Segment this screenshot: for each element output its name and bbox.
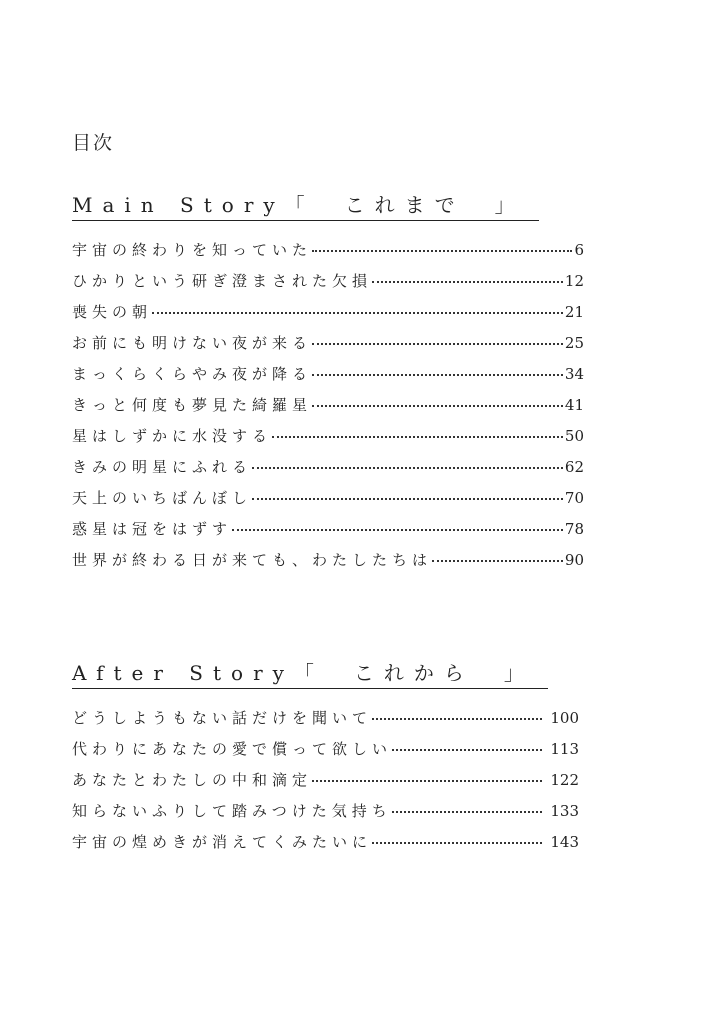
dot-leader [232,529,563,531]
entry-title: まっくらくらやみ夜が降る [72,365,313,383]
entry-title: 喪失の朝 [72,303,153,321]
dot-leader [312,343,563,345]
dot-leader [432,560,563,562]
toc-entry[interactable] [72,270,584,301]
dot-leader [252,498,563,500]
dot-leader [392,749,542,751]
toc-entry[interactable] [72,738,579,769]
entry-page-number: 133 [550,802,579,820]
entry-page-number: 90 [564,551,584,569]
toc-entry[interactable] [72,518,584,549]
entry-page-number: 78 [564,520,584,538]
dot-leader [372,281,563,283]
dot-leader [312,780,542,782]
dot-leader [272,436,563,438]
entry-page-number: 25 [564,334,584,352]
entry-title: きみの明星にふれる [72,458,253,476]
entry-page-number: 6 [574,241,584,259]
toc-entry[interactable] [72,394,584,425]
dot-leader [312,250,572,252]
entry-page-number: 70 [564,489,584,507]
dot-leader [392,811,543,813]
entry-title: 天上のいちばんぼし [72,489,253,507]
main-story-heading: Main Story「 これまで 」 [72,192,539,221]
toc-entry[interactable] [72,707,579,738]
after-story-entries [72,707,579,862]
toc-entry[interactable] [72,831,579,862]
toc-entry[interactable] [72,487,584,518]
entry-title: ひかりという研ぎ澄まされた欠損 [72,272,373,290]
toc-entry[interactable] [72,456,584,487]
dot-leader [312,374,563,376]
entry-page-number: 62 [564,458,584,476]
main-story-section [72,192,584,580]
entry-page-number: 12 [564,272,584,290]
entry-page-number: 34 [564,365,584,383]
entry-title: 宇宙の煌めきが消えてくみたいに [72,833,373,851]
toc-entry[interactable] [72,425,584,456]
entry-page-number: 41 [564,396,584,414]
entry-page-number: 143 [550,833,579,851]
dot-leader [152,312,563,314]
dot-leader [252,467,563,469]
entry-page-number: 21 [564,303,584,321]
entry-page-number: 50 [564,427,584,445]
after-story-section [72,660,579,862]
toc-title: 目次 [72,132,115,154]
entry-title: どうしようもない話だけを聞いて [72,709,373,727]
entry-page-number: 100 [550,709,579,727]
dot-leader [372,718,542,720]
entry-title: 代わりにあなたの愛で償って欲しい [72,740,393,758]
toc-entry[interactable] [72,549,584,580]
entry-title: 星はしずかに水没する [72,427,273,445]
entry-title: 惑星は冠をはずす [72,520,233,538]
after-story-heading: After Story「 これから 」 [72,660,548,689]
entry-title: お前にも明けない夜が来る [72,334,313,352]
toc-entry[interactable] [72,239,584,270]
toc-entry[interactable] [72,363,584,394]
toc-entry[interactable] [72,301,584,332]
dot-leader [372,842,542,844]
dot-leader [312,405,563,407]
entry-page-number: 113 [550,740,579,758]
entry-title: きっと何度も夢見た綺羅星 [72,396,313,414]
toc-entry[interactable] [72,800,579,831]
toc-entry[interactable] [72,332,584,363]
entry-title: 世界が終わる日が来ても、わたしたちは [72,551,433,569]
entry-title: 宇宙の終わりを知っていた [72,241,313,259]
entry-page-number: 122 [550,771,579,789]
entry-title: あなたとわたしの中和滴定 [72,771,313,789]
toc-entry[interactable] [72,769,579,800]
main-story-entries [72,239,584,580]
entry-title: 知らないふりして踏みつけた気持ち [72,802,392,820]
